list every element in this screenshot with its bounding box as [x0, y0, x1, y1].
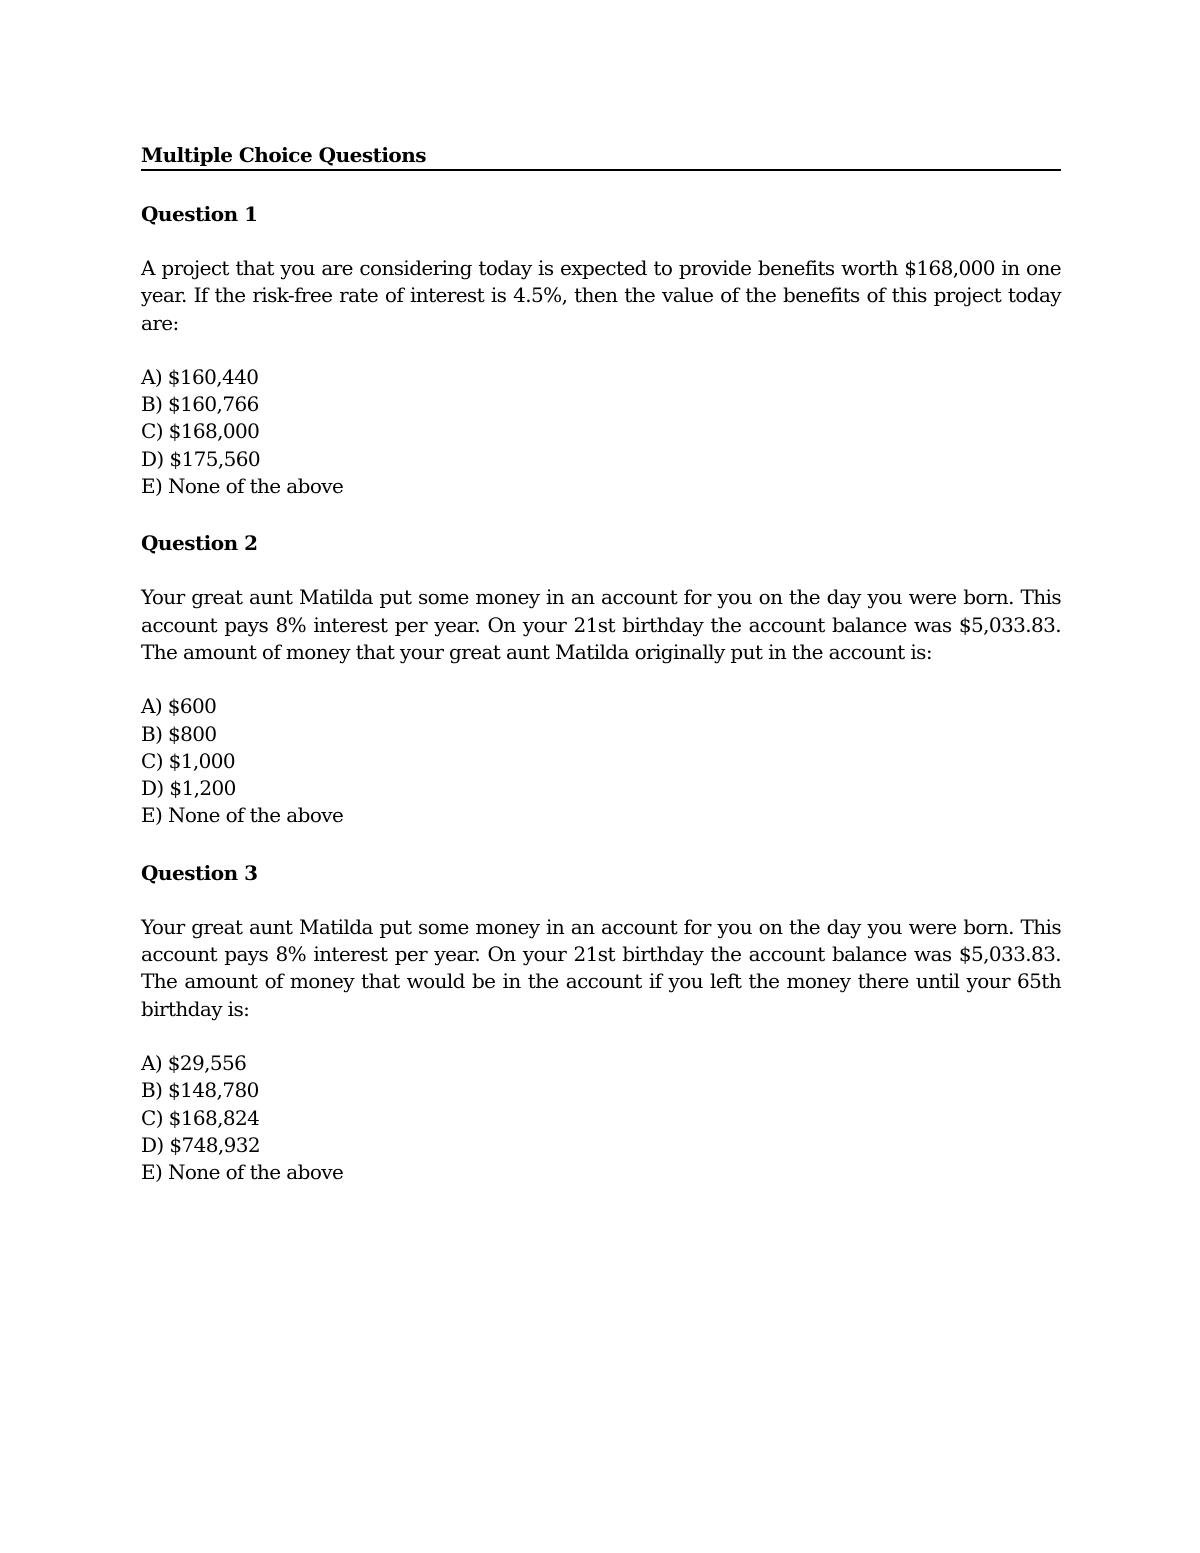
answer-option: E) None of the above: [141, 803, 344, 828]
answer-option: A) $160,440: [141, 364, 259, 389]
answer-option: C) $1,000: [141, 748, 236, 773]
answer-option: B) $148,780: [141, 1078, 259, 1103]
answer-option: B) $800: [141, 721, 217, 746]
question-text: A project that you are considering today is expected to provide benefits worth $168,000 in one year. If the risk-free rate of interest is 4.5%, then the value of the benefits of this project today are:: [141, 256, 1061, 335]
answer-option: D) $1,200: [141, 776, 236, 801]
question-title: Question 1: [141, 202, 258, 226]
answer-option: D) $175,560: [141, 446, 261, 471]
answer-option: E) None of the above: [141, 1160, 344, 1185]
question-block-3: [141, 860, 1061, 1187]
page-content: [141, 142, 1061, 1186]
answer-option: A) $29,556: [141, 1050, 247, 1075]
answer-option: A) $600: [141, 694, 217, 719]
answer-option: C) $168,000: [141, 419, 260, 444]
answer-options: [141, 693, 1061, 829]
question-text: Your great aunt Matilda put some money in an account for you on the day you were born. This account pays 8% interest per year. On your 21st birthday the account balance was $5,033.83. The amount of money that your great aunt Matilda originally put in the account is:: [141, 585, 1061, 664]
answer-options: [141, 1050, 1061, 1186]
page-title: Multiple Choice Questions: [141, 143, 427, 167]
answer-option: E) None of the above: [141, 474, 344, 499]
answer-options: [141, 364, 1061, 500]
question-title: Question 3: [141, 860, 258, 885]
question-title: Question 2: [141, 531, 258, 556]
answer-option: D) $748,932: [141, 1132, 261, 1157]
answer-option: C) $168,824: [141, 1105, 260, 1130]
question-text: Your great aunt Matilda put some money in an account for you on the day you were born. This account pays 8% interest per year. On your 21st birthday the account balance was $5,033.83. The amount of money that would be in the account if you left the money there until your 65th birthday is:: [141, 914, 1061, 1021]
question-block-2: [141, 530, 1061, 829]
page-heading-rule: [141, 142, 1061, 171]
answer-option: B) $160,766: [141, 392, 259, 417]
question-block-1: [141, 201, 1061, 500]
